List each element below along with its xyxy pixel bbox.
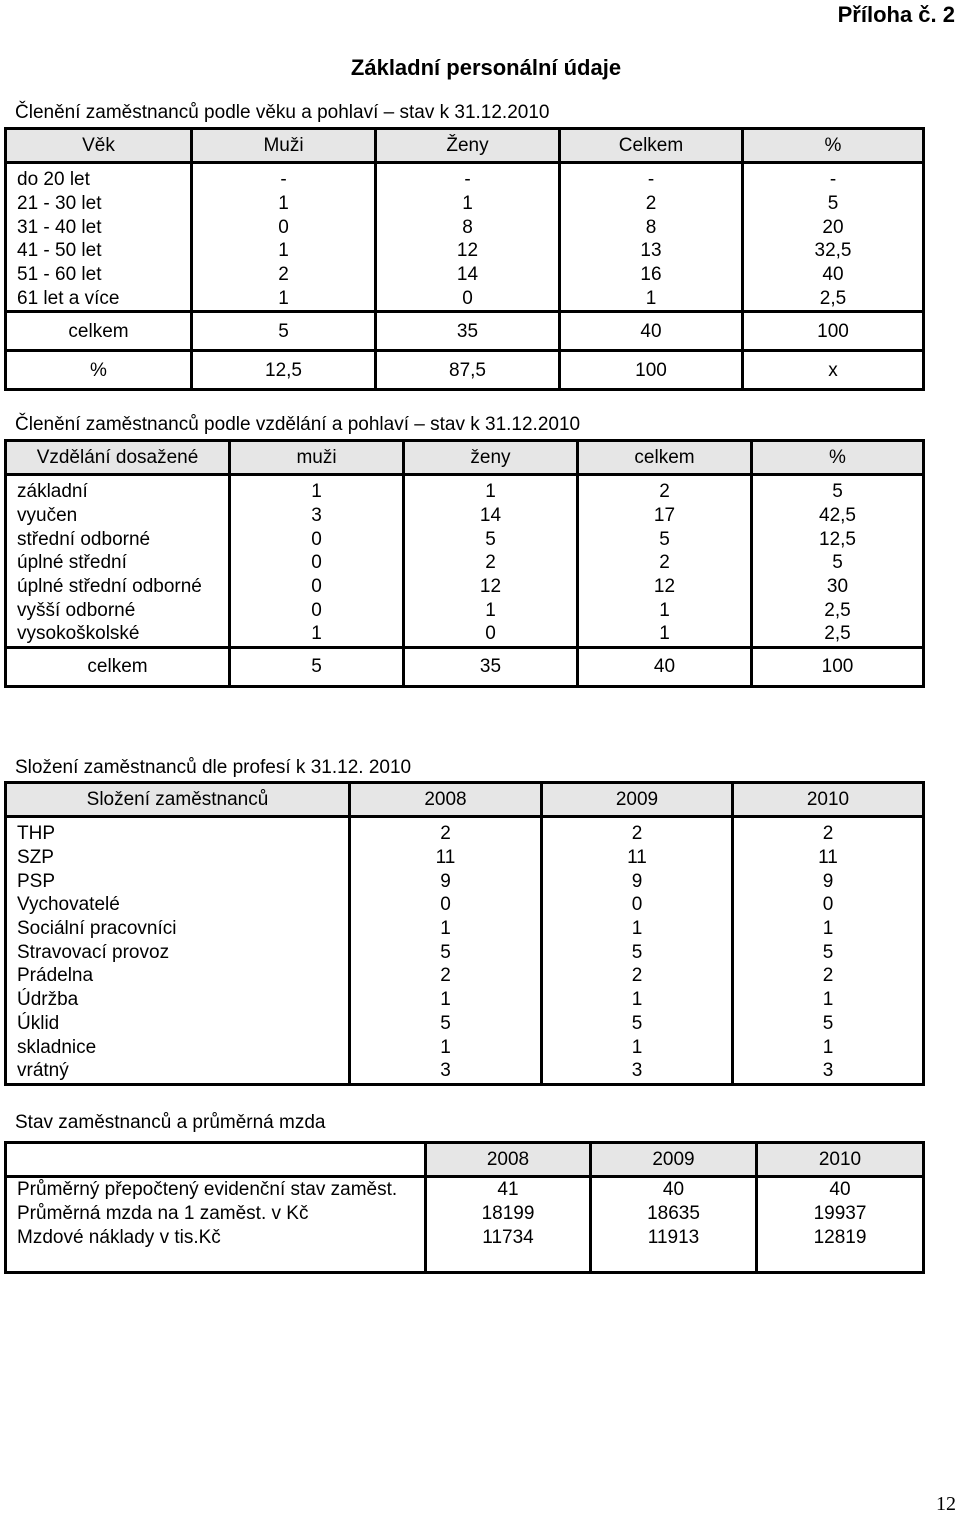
table-cell: 100: [752, 647, 924, 686]
table-row: [6, 822, 924, 846]
row-label: Údržba: [6, 988, 350, 1012]
table-row: [6, 846, 924, 870]
row-label: %: [6, 351, 192, 390]
column-header: 2008: [426, 1143, 591, 1177]
table-cell: 1: [542, 917, 733, 941]
table-cell: 40: [560, 312, 743, 351]
table-cell: 5: [192, 312, 376, 351]
table-cell: 32,5: [743, 239, 924, 263]
table-cell: 2: [578, 480, 752, 504]
table-cell: 30: [752, 575, 924, 599]
column-header: [6, 1143, 426, 1177]
table-cell: 5: [350, 940, 542, 964]
table-cell: 2: [733, 822, 924, 846]
row-label: vrátný: [6, 1059, 350, 1084]
table-cell: 17: [578, 504, 752, 528]
table-cell: 1: [542, 1035, 733, 1059]
column-header: %: [752, 441, 924, 475]
table-cell: 2,5: [752, 622, 924, 647]
table-cell: 87,5: [376, 351, 560, 390]
table-cell: 1: [733, 988, 924, 1012]
table-cell: 2,5: [743, 286, 924, 311]
table-cell: 1: [542, 988, 733, 1012]
table-cell: 1: [192, 239, 376, 263]
column-header: 2009: [591, 1143, 757, 1177]
row-label: Sociální pracovníci: [6, 917, 350, 941]
column-header: celkem: [578, 441, 752, 475]
row-label: Průměrná mzda na 1 zaměst. v Kč: [6, 1202, 426, 1226]
table-cell: 18635: [591, 1202, 757, 1226]
table-header-row: [6, 1143, 924, 1177]
table-cell: 12: [376, 239, 560, 263]
column-header: 2008: [350, 783, 542, 817]
row-label: Stravovací provoz: [6, 940, 350, 964]
table-row: [6, 1177, 924, 1202]
table-row: [6, 893, 924, 917]
table-cell: 14: [404, 504, 578, 528]
table-row: [6, 964, 924, 988]
education-table-caption: Členění zaměstnanců podle vzdělání a pohlaví – stav k 31.12.2010: [15, 414, 581, 435]
page-title: Základní personální údaje: [350, 55, 622, 80]
row-label: THP: [6, 822, 350, 846]
table-row: [6, 263, 924, 287]
table-cell: 40: [578, 647, 752, 686]
table-row: [6, 551, 924, 575]
table-cell: 40: [591, 1177, 757, 1202]
table-cell: 0: [350, 893, 542, 917]
column-header: Složení zaměstnanců: [6, 783, 350, 817]
table-cell: 3: [350, 1059, 542, 1084]
column-header: Muži: [192, 129, 376, 163]
table-cell: 8: [560, 215, 743, 239]
row-label: 41 - 50 let: [6, 239, 192, 263]
table-cell: 1: [733, 917, 924, 941]
row-label: Prádelna: [6, 964, 350, 988]
row-label: SZP: [6, 846, 350, 870]
table-header-row: [6, 441, 924, 475]
row-label: 31 - 40 let: [6, 215, 192, 239]
table-cell: 5: [752, 480, 924, 504]
row-label: úplné střední odborné: [6, 575, 230, 599]
age-table: [4, 127, 925, 391]
table-cell: x: [743, 351, 924, 390]
table-cell: 1: [350, 1035, 542, 1059]
percent-row: [6, 351, 924, 390]
table-cell: 19937: [757, 1202, 924, 1226]
table-cell: 9: [542, 869, 733, 893]
table-row: [6, 215, 924, 239]
table-cell: 100: [743, 312, 924, 351]
table-row: [6, 988, 924, 1012]
table-cell: 2: [404, 551, 578, 575]
table-row: [6, 168, 924, 192]
table-cell: 3: [733, 1059, 924, 1084]
table-cell: 0: [542, 893, 733, 917]
table-spacer-row: [6, 1249, 924, 1273]
profession-table-caption: Složení zaměstnanců dle profesí k 31.12. 2010: [15, 757, 412, 778]
table-row: [6, 527, 924, 551]
row-label: do 20 let: [6, 168, 192, 192]
row-label: Úklid: [6, 1012, 350, 1036]
table-cell: 2: [560, 192, 743, 216]
table-row: [6, 575, 924, 599]
table-row: [6, 192, 924, 216]
table-row: [6, 1225, 924, 1249]
table-cell: 0: [376, 286, 560, 311]
row-label: úplné střední: [6, 551, 230, 575]
total-row: [6, 312, 924, 351]
table-row: [6, 1202, 924, 1226]
row-label: 61 let a více: [6, 286, 192, 311]
age-table-caption: Členění zaměstnanců podle věku a pohlaví – stav k 31.12.2010: [15, 102, 550, 123]
row-label: základní: [6, 480, 230, 504]
table-cell: 2: [350, 822, 542, 846]
table-row: [6, 286, 924, 311]
table-header-row: [6, 783, 924, 817]
profession-table: [4, 781, 925, 1086]
table-row: [6, 504, 924, 528]
row-label: skladnice: [6, 1035, 350, 1059]
table-cell: 2: [192, 263, 376, 287]
column-header: Celkem: [560, 129, 743, 163]
table-cell: 0: [230, 527, 404, 551]
row-label: vyučen: [6, 504, 230, 528]
table-cell: 9: [350, 869, 542, 893]
table-cell: 11913: [591, 1225, 757, 1249]
annex-label: Příloha č. 2: [837, 2, 955, 27]
table-cell: 2: [578, 551, 752, 575]
table-cell: 1: [350, 988, 542, 1012]
row-label: Mzdové náklady v tis.Kč: [6, 1225, 426, 1249]
column-header: 2009: [542, 783, 733, 817]
table-cell: 12: [578, 575, 752, 599]
table-row: [6, 622, 924, 647]
table-cell: -: [192, 168, 376, 192]
table-cell: 5: [743, 192, 924, 216]
table-row: [6, 940, 924, 964]
table-cell: -: [560, 168, 743, 192]
column-header: Věk: [6, 129, 192, 163]
row-label: vysokoškolské: [6, 622, 230, 647]
table-cell: 5: [542, 940, 733, 964]
table-cell: 5: [230, 647, 404, 686]
row-label: celkem: [6, 312, 192, 351]
table-cell: 13: [560, 239, 743, 263]
table-cell: 1: [733, 1035, 924, 1059]
table-cell: 5: [578, 527, 752, 551]
row-label: Průměrný přepočtený evidenční stav zaměst.: [6, 1177, 426, 1202]
table-cell: 1: [230, 480, 404, 504]
table-cell: 1: [404, 598, 578, 622]
table-row: [6, 1012, 924, 1036]
table-cell: 3: [542, 1059, 733, 1084]
table-cell: 0: [230, 551, 404, 575]
table-cell: 8: [376, 215, 560, 239]
row-label: 51 - 60 let: [6, 263, 192, 287]
table-row: [6, 869, 924, 893]
table-cell: 1: [376, 192, 560, 216]
table-row: [6, 917, 924, 941]
table-row: [6, 1035, 924, 1059]
table-cell: 11: [542, 846, 733, 870]
table-cell: 12819: [757, 1225, 924, 1249]
table-cell: 42,5: [752, 504, 924, 528]
total-row: [6, 647, 924, 686]
table-cell: 2: [733, 964, 924, 988]
table-cell: 5: [733, 1012, 924, 1036]
table-cell: 5: [752, 551, 924, 575]
table-cell: 2: [542, 964, 733, 988]
salary-table-caption: Stav zaměstnanců a průměrná mzda: [15, 1112, 326, 1133]
table-row: [6, 1059, 924, 1084]
table-cell: 1: [230, 622, 404, 647]
table-cell: 5: [350, 1012, 542, 1036]
table-cell: 100: [560, 351, 743, 390]
row-label: střední odborné: [6, 527, 230, 551]
table-cell: 2: [350, 964, 542, 988]
table-cell: 41: [426, 1177, 591, 1202]
column-header: Vzdělání dosažené: [6, 441, 230, 475]
row-label: celkem: [6, 647, 230, 686]
salary-table: [4, 1141, 925, 1274]
table-cell: 1: [560, 286, 743, 311]
table-row: [6, 480, 924, 504]
row-label: vyšší odborné: [6, 598, 230, 622]
table-row: [6, 239, 924, 263]
page-number: 12: [936, 1493, 956, 1515]
column-header: Ženy: [376, 129, 560, 163]
table-cell: 40: [757, 1177, 924, 1202]
table-cell: 11: [733, 846, 924, 870]
table-cell: 2: [542, 822, 733, 846]
table-cell: 3: [230, 504, 404, 528]
table-cell: 1: [192, 286, 376, 311]
table-cell: 1: [578, 598, 752, 622]
table-cell: 1: [350, 917, 542, 941]
table-cell: 11: [350, 846, 542, 870]
table-cell: 0: [230, 598, 404, 622]
table-cell: 35: [404, 647, 578, 686]
table-cell: 0: [192, 215, 376, 239]
table-cell: 1: [192, 192, 376, 216]
table-cell: 5: [542, 1012, 733, 1036]
row-label: 21 - 30 let: [6, 192, 192, 216]
table-cell: 0: [404, 622, 578, 647]
row-label: PSP: [6, 869, 350, 893]
table-cell: 18199: [426, 1202, 591, 1226]
column-header: 2010: [733, 783, 924, 817]
table-cell: 40: [743, 263, 924, 287]
table-cell: 2,5: [752, 598, 924, 622]
row-label: Vychovatelé: [6, 893, 350, 917]
table-cell: 0: [230, 575, 404, 599]
table-cell: 14: [376, 263, 560, 287]
table-cell: 11734: [426, 1225, 591, 1249]
table-cell: -: [376, 168, 560, 192]
table-cell: 20: [743, 215, 924, 239]
table-cell: 5: [733, 940, 924, 964]
table-cell: 35: [376, 312, 560, 351]
table-row: [6, 598, 924, 622]
table-cell: 9: [733, 869, 924, 893]
table-cell: 12,5: [752, 527, 924, 551]
table-cell: 16: [560, 263, 743, 287]
table-cell: 5: [404, 527, 578, 551]
column-header: 2010: [757, 1143, 924, 1177]
table-cell: 1: [404, 480, 578, 504]
column-header: %: [743, 129, 924, 163]
table-cell: 0: [733, 893, 924, 917]
column-header: ženy: [404, 441, 578, 475]
table-cell: 1: [578, 622, 752, 647]
table-cell: 12: [404, 575, 578, 599]
table-cell: -: [743, 168, 924, 192]
education-table: [4, 439, 925, 688]
column-header: muži: [230, 441, 404, 475]
table-header-row: [6, 129, 924, 163]
table-cell: 12,5: [192, 351, 376, 390]
